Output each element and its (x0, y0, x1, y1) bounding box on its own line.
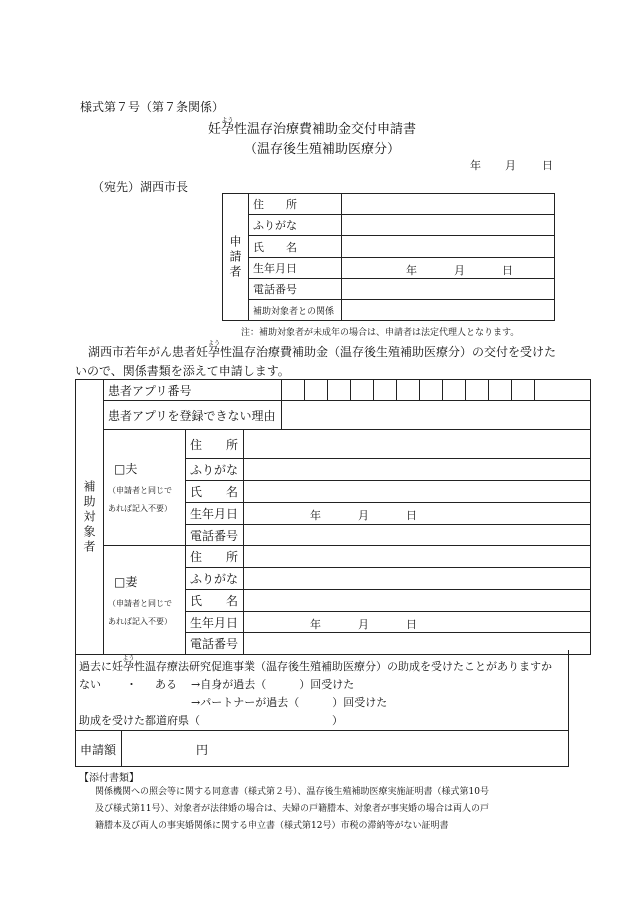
app-number-digit-8[interactable] (443, 380, 466, 401)
date-month: 月 (505, 159, 516, 172)
applicant-group-label: 申請者 (223, 194, 249, 321)
amount-field[interactable] (122, 731, 566, 765)
app-number-digit-5[interactable] (374, 380, 397, 401)
date-day: 日 (542, 159, 553, 172)
applicant-relation-field[interactable] (342, 300, 555, 321)
no-app-reason-label: 患者アプリを登録できない理由 (104, 401, 282, 430)
past-answer-yes[interactable]: ある (155, 678, 177, 691)
addressee: （宛先）湖西市長 (92, 180, 189, 194)
applicant-furigana-label: ふりがな (249, 215, 342, 236)
past-prefecture-line[interactable]: 助成を受けた都道府県（ ） (79, 714, 343, 727)
husband-birthdate-field[interactable] (244, 503, 591, 525)
husband-name-field[interactable] (244, 481, 591, 503)
wife-name-field[interactable] (244, 590, 591, 612)
wife-block[interactable] (104, 546, 186, 655)
attachments-line-2: 及び様式第11号）、対象者が法律婚の場合は、夫婦の戸籍謄本、対象者が事実婚の場合は両人の戸 (95, 804, 489, 814)
wife-birthdate-label: 生年月日 (186, 612, 244, 633)
form-title: 妊 よう 孕性温存治療費補助金交付申請書 (208, 117, 417, 137)
husband-note-1: （申請者と同じで (108, 486, 172, 495)
husband-phone-label: 電話番号 (186, 525, 244, 546)
wife-name-label: 氏 名 (186, 590, 244, 612)
wife-note-1: （申請者と同じで (108, 598, 172, 608)
past-question: 過去に妊 よう 孕性温存療法研究促進事業（温存後生殖補助医療分）の助成を受けたことがありますか (79, 655, 552, 673)
app-number-digit-3[interactable] (328, 380, 351, 401)
husband-phone-field[interactable] (244, 525, 591, 546)
applicant-address-field[interactable] (342, 194, 555, 215)
husband-birth-year: 年 (310, 509, 321, 522)
husband-address-field[interactable] (244, 430, 591, 459)
attachments-body (95, 784, 489, 835)
wife-note-2: あれば記入不要） (108, 616, 172, 626)
app-number-digit-6[interactable] (397, 380, 420, 401)
wife-address-label: 住 所 (186, 546, 244, 568)
applicant-name-field[interactable] (342, 236, 555, 258)
husband-furigana-label: ふりがな (186, 459, 244, 481)
applicant-phone-field[interactable] (342, 279, 555, 300)
applicant-name-label: 氏 名 (249, 236, 342, 258)
attachments-heading: 【添付書類】 (79, 773, 139, 784)
applicant-birthdate-field[interactable] (342, 258, 555, 279)
date-year: 年 (470, 159, 481, 172)
applicant-phone-label: 電話番号 (249, 279, 342, 300)
husband-block[interactable] (104, 430, 186, 546)
no-app-reason-field[interactable] (282, 401, 591, 430)
statement-line2: いので、関係書類を添えて申請します。 (75, 364, 290, 378)
wife-furigana-label: ふりがな (186, 568, 244, 590)
app-number-digit-1[interactable] (282, 380, 305, 401)
attachments-line-3: 籍謄本及び両人の事実婚関係に関する申立書（様式第12号）市税の滞納等がない証明書 (95, 821, 449, 831)
wife-birth-day: 日 (406, 618, 417, 631)
applicant-note: 注：補助対象者が未成年の場合は、申請者は法定代理人となります。 (241, 328, 520, 338)
wife-birth-month: 月 (358, 618, 369, 631)
husband-checkbox[interactable]: □夫 (114, 462, 138, 476)
past-self-line[interactable]: →自身が過去（ ）回受けた (191, 678, 355, 691)
applicant-birthdate-label: 生年月日 (249, 258, 342, 279)
past-partner-line[interactable]: →パートナーが過去（ ）回受けた (191, 696, 388, 709)
attachments-line-1: 関係機関への照会等に関する同意書（様式第２号）、温存後生殖補助医療実施証明書（様式第10号 (95, 787, 489, 797)
husband-note-2: あれば記入不要） (108, 504, 172, 513)
form-style-label: 様式第７号（第７条関係） (80, 100, 225, 114)
wife-address-field[interactable] (244, 546, 591, 568)
amount-label: 申請額 (80, 743, 117, 757)
husband-birth-month: 月 (358, 509, 369, 522)
app-number-digit-10[interactable] (489, 380, 512, 401)
statement-line1: 湖西市若年がん患者妊 よう 孕性温存治療費補助金（温存後生殖補助医療分）の交付を受けた (88, 340, 557, 359)
applicant-table (222, 193, 555, 321)
subject-table (75, 379, 591, 655)
wife-furigana-field[interactable] (244, 568, 591, 590)
wife-checkbox[interactable]: □妻 (114, 574, 138, 589)
husband-name-label: 氏 名 (186, 481, 244, 503)
app-number-tail[interactable] (535, 380, 591, 401)
app-number-label: 患者アプリ番号 (104, 380, 282, 401)
husband-birth-day: 日 (406, 509, 417, 522)
amount-unit: 円 (196, 743, 209, 757)
applicant-relation-label: 補助対象者との関係 (249, 300, 342, 321)
app-number-digit-9[interactable] (466, 380, 489, 401)
applicant-birth-day: 日 (502, 264, 513, 277)
app-number-digit-2[interactable] (305, 380, 328, 401)
husband-birthdate-label: 生年月日 (186, 503, 244, 525)
form-subtitle: （温存後生殖補助医療分） (244, 142, 401, 157)
applicant-furigana-field[interactable] (342, 215, 555, 236)
husband-address-label: 住 所 (186, 430, 244, 459)
app-number-digit-7[interactable] (420, 380, 443, 401)
app-number-digit-4[interactable] (351, 380, 374, 401)
subject-group-label: 補助対象者 (76, 380, 104, 655)
app-number-digit-11[interactable] (512, 380, 535, 401)
applicant-address-label: 住 所 (249, 194, 342, 215)
past-answer-none[interactable]: ない (79, 678, 101, 691)
wife-phone-label: 電話番号 (186, 633, 244, 655)
wife-birthdate-field[interactable] (244, 612, 591, 633)
applicant-birth-month: 月 (454, 264, 465, 277)
past-answer-dot: ・ (126, 678, 137, 691)
wife-birth-year: 年 (310, 618, 321, 631)
applicant-birth-year: 年 (406, 264, 417, 277)
husband-furigana-field[interactable] (244, 459, 591, 481)
